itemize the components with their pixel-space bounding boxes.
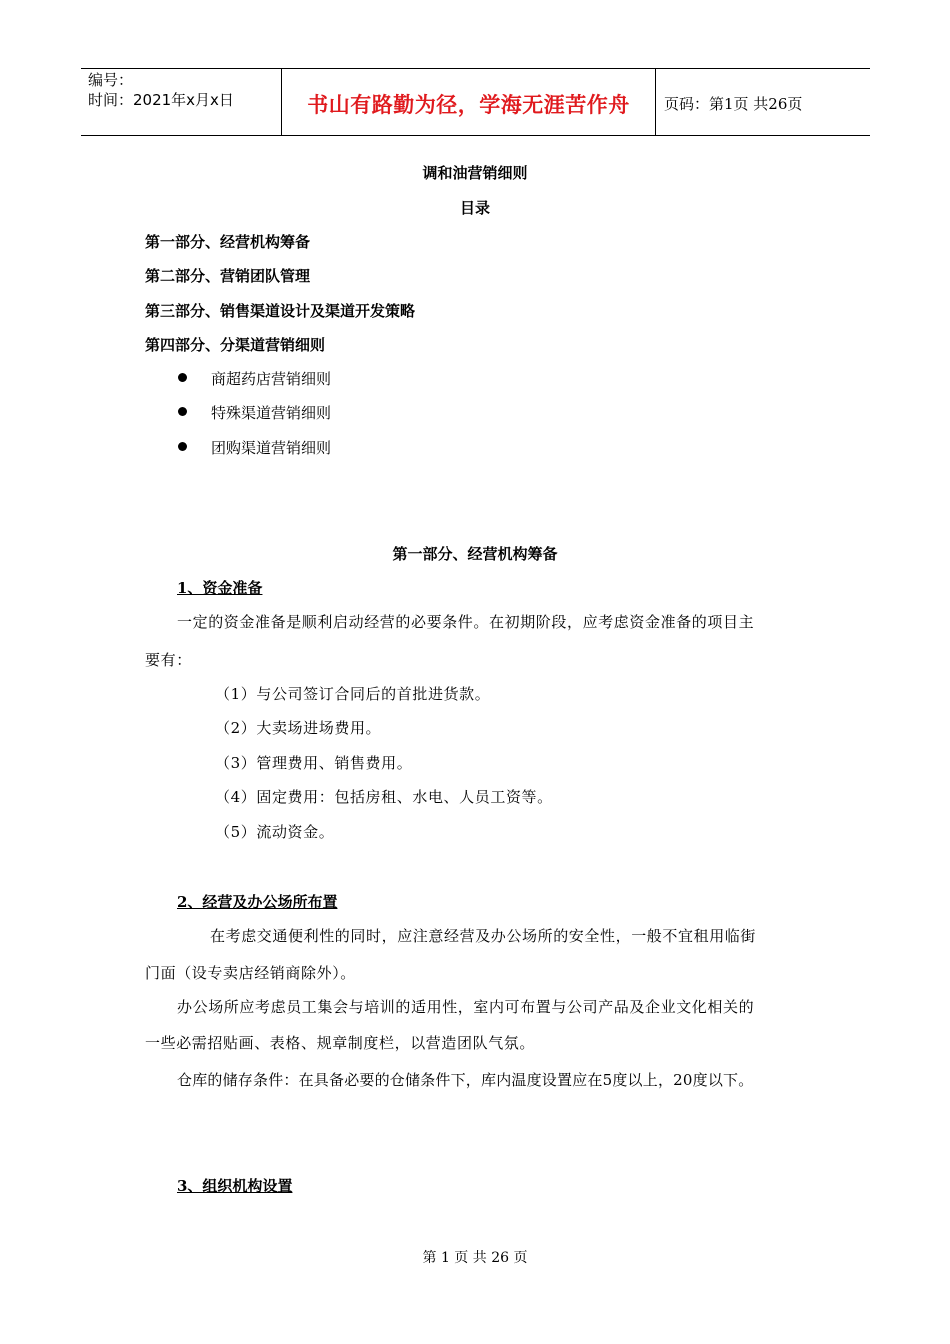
toc-bullet-2: 特殊渠道营销细则 bbox=[211, 404, 332, 422]
time-label: 时间：2021年x月x日 bbox=[88, 91, 234, 109]
funding-item-4: （4）固定费用：包括房租、水电、人员工资等。 bbox=[215, 788, 553, 806]
page-footer: 第 1 页 共 26 页 bbox=[422, 1250, 528, 1266]
number-label: 编号： bbox=[88, 71, 134, 89]
section-1-heading: 1、资金准备 bbox=[177, 579, 263, 597]
toc-bullet-1: 商超药店营销细则 bbox=[211, 370, 332, 388]
bullet-icon bbox=[178, 407, 187, 416]
toc-part-2: 第二部分、营销团队管理 bbox=[145, 267, 311, 285]
section-1-paragraph-line1: 一定的资金准备是顺利启动经营的必要条件。在初期阶段，应考虑资金准备的项目主 bbox=[177, 613, 755, 631]
header-bottom-border bbox=[81, 135, 870, 136]
section-2-heading: 2、经营及办公场所布置 bbox=[177, 893, 338, 911]
section-2-p3: 仓库的储存条件：在具备必要的仓储条件下，库内温度设置应在5度以上，20度以下。 bbox=[177, 1071, 754, 1089]
header-meta bbox=[88, 70, 234, 110]
header-top-border bbox=[81, 68, 870, 69]
section-2-p1-line2: 门面（设专卖店经销商除外）。 bbox=[145, 964, 356, 982]
section-3-heading: 3、组织机构设置 bbox=[177, 1177, 293, 1195]
part1-title: 第一部分、经营机构筹备 bbox=[392, 545, 558, 563]
toc-bullet-3: 团购渠道营销细则 bbox=[211, 439, 332, 457]
bullet-icon bbox=[178, 442, 187, 451]
toc-part-4: 第四部分、分渠道营销细则 bbox=[145, 336, 326, 354]
funding-item-2: （2）大卖场进场费用。 bbox=[215, 719, 382, 737]
bullet-icon bbox=[178, 373, 187, 382]
document-title: 调和油营销细则 bbox=[422, 164, 528, 182]
toc-part-1: 第一部分、经营机构筹备 bbox=[145, 233, 311, 251]
toc-part-3: 第三部分、销售渠道设计及渠道开发策略 bbox=[145, 302, 416, 320]
funding-item-5: （5）流动资金。 bbox=[215, 823, 335, 841]
funding-item-3: （3）管理费用、销售费用。 bbox=[215, 754, 413, 772]
section-1-paragraph-line2: 要有： bbox=[145, 651, 192, 669]
funding-item-1: （1）与公司签订合同后的首批进货款。 bbox=[215, 685, 491, 703]
header-divider-2 bbox=[655, 69, 656, 136]
section-2-p2-line1: 办公场所应考虑员工集会与培训的适用性，室内可布置与公司产品及企业文化相关的 bbox=[177, 998, 755, 1016]
toc-title: 目录 bbox=[459, 199, 490, 217]
header-page-info: 页码：第1页 共26页 bbox=[664, 95, 803, 113]
section-2-p2-line2: 一些必需招贴画、表格、规章制度栏，以营造团队气氛。 bbox=[145, 1034, 536, 1052]
header-motto: 书山有路勤为径，学海无涯苦作舟 bbox=[307, 93, 630, 117]
section-2-p1-line1: 在考虑交通便利性的同时，应注意经营及办公场所的安全性，一般不宜租用临街 bbox=[210, 927, 757, 945]
